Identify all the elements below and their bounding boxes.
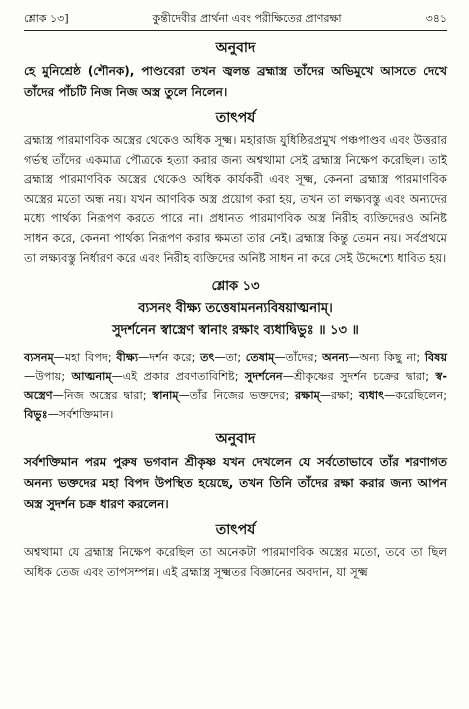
header-chapter-title: কুন্তীদেবীর প্রার্থনা এবং পরীক্ষিতের প্রাণরক্ষা — [152, 12, 342, 25]
synonym-word: বীক্ষ্য — [116, 351, 139, 365]
synonym-meaning: দর্শন করে — [149, 351, 192, 365]
purport-text-2: অশ্বত্থামা যে ব্রহ্মাস্ত্র নিক্ষেপ করেছিল তা অনেকটা পারমাণবিক অস্ত্রের মতো, তবে তা ছিল অধিক তেজ এবং তাপসম্পন্ন। এই ব্রহ্মাস্ত্র সূক্ষ্মতর বিজ্ঞানের অবদান, যা সূক্ষ্ম — [24, 545, 447, 579]
synonym-meaning: তাঁর নিজের ভক্তদের — [189, 389, 286, 403]
word-for-word-synonyms: ব্যসনম্—মহা বিপদ; বীক্ষ্য—দর্শন করে; তৎ—তা; তেষাম্—তাঁদের; অনন্য—অন্য কিছু না; বিষয়—উপায়; আত্মনাম্—এই প্রকার প্রবণতাবিশিষ্ট; সুদর্শনেন—শ্রীকৃষ্ণের সুদর্শন চক্রের দ্বারা; স্ব-অস্ত্রেণ—নিজ অস্ত্রের দ্বারা; স্বানাম্—তাঁর নিজের ভক্তদের; রক্ষাম্—রক্ষা; ব্যধাৎ—করেছিলেন; বিভুঃ—সর্বশক্তিমান। — [24, 351, 448, 422]
synonym-meaning: শ্রীকৃষ্ণের সুদর্শন চক্রের দ্বারা — [293, 370, 426, 384]
translation-heading-2: অনুবাদ — [215, 431, 256, 448]
synonym-word: স্ব-অস্ত্রেণ — [24, 370, 447, 403]
page-number: ৩৪১ — [425, 12, 447, 25]
synonym-word: বিষয় — [424, 351, 448, 365]
synonym-word: আত্মনাম্ — [71, 370, 112, 384]
synonym-meaning: উপায় — [35, 370, 62, 384]
translation-heading: অনুবাদ — [215, 40, 256, 56]
synonym-meaning: রক্ষা — [331, 389, 350, 403]
synonym-meaning: অন্য কিছু না — [359, 351, 417, 365]
synonym-meaning: এই প্রকার প্রবণতাবিশিষ্ট — [122, 370, 235, 384]
header-verse-ref: শ্লোক ১৩] — [24, 12, 69, 25]
synonym-word: তৎ — [200, 351, 215, 365]
purport-heading-2: তাৎপর্য — [215, 522, 256, 539]
synonym-word: ব্যধাৎ — [359, 389, 385, 403]
synonym-word: অনন্য — [322, 351, 349, 365]
synonym-word: সুদর্শনেন — [245, 370, 283, 384]
purport-heading: তাৎপর্য — [215, 110, 256, 126]
synonym-meaning: করেছিলেন — [395, 389, 444, 403]
translation-text-2: সর্বশক্তিমান পরম পুরুষ ভগবান শ্রীকৃষ্ণ যখন দেখলেন যে সর্বতোভাবে তাঁর শরণাগত অনন্য ভক্তদের মহা বিপদ উপস্থিত হয়েছে, তখন তিনি তাঁদের রক্ষা করার জন্য আপন অস্ত্র সুদর্শন চক্র ধারণ করলেন। — [24, 455, 447, 512]
sloka-number: শ্লোক ১৩ — [211, 279, 260, 295]
synonym-word: তেষাম্ — [245, 351, 275, 365]
synonym-meaning: তা — [225, 351, 238, 365]
synonym-meaning: মহা বিপদ — [64, 351, 108, 365]
translation-text: হে মুনিশ্রেষ্ঠ (শৌনক), পাণ্ডবেরা তখন জ্বলন্ত ব্রহ্মাস্ত্র তাঁদের অভিমুখে আসতে দেখে তাঁদের পাঁচটি নিজ নিজ অস্ত্র তুলে নিলেন। — [24, 64, 447, 99]
header-rule — [24, 30, 447, 31]
sloka-line-1: ব্যসনং বীক্ষ্য তত্তেষামনন্যবিষয়াত্মনাম্। — [138, 301, 333, 317]
sloka-line-2: সুদর্শনেন স্বাস্ত্রেণ স্বানাং রক্ষাং ব্যধাদ্বিভুঃ ॥ ১৩ ॥ — [112, 323, 359, 339]
synonym-word: ব্যসনম্ — [24, 351, 54, 365]
synonym-meaning: তাঁদের — [285, 351, 314, 365]
book-page — [24, 10, 447, 586]
synonym-meaning: নিজ অস্ত্রের দ্বারা — [63, 389, 143, 403]
synonym-meaning: সর্বশক্তিমান — [58, 408, 110, 422]
synonym-word: স্বানাম্ — [152, 389, 179, 403]
running-header — [24, 10, 447, 28]
synonym-word: বিভুঃ — [24, 408, 48, 422]
synonym-word: রক্ষাম্ — [295, 389, 320, 403]
purport-text: ব্রহ্মাস্ত্র পারমাণবিক অস্ত্রের থেকেও অধিক সূক্ষ্ম। মহারাজ যুধিষ্ঠিরপ্রমুখ পঞ্চপাণ্ডব এবং উত্তরার গর্ভস্থ তাঁদের একমাত্র পৌত্রকে হত্যা করার জন্য অশ্বত্থামা সেই ব্রহ্মাস্ত্র নিক্ষেপ করেছিল। তাই ব্রহ্মাস্ত্র পারমাণবিক অস্ত্রের থেকেও অধিক কার্যকরী এবং সূক্ষ্ম, কেননা ব্রহ্মাস্ত্র পারমাণবিক অস্ত্রের মতো অন্ধ নয়। যখন আণবিক অস্ত্র প্রয়োগ করা হয়, তখন তা লক্ষ্যবস্তু এবং অন্যদের মধ্যে পার্থক্য নিরূপণ করতে পারে না। প্রধানত পারমাণবিক অস্ত্র নিরীহ ব্যক্তিদেরও অনিষ্ট সাধন করে, কেননা পার্থক্য নিরূপণ করার ক্ষমতা তার নেই। ব্রহ্মাস্ত্র কিন্তু তেমন নয়। সর্বপ্রথমে তা লক্ষ্যবস্তু নির্ধারণ করে এবং নিরীহ ব্যক্তিদের অনিষ্ট সাধন না করে সেই উদ্দেশ্যে ধাবিত হয়। — [24, 133, 447, 265]
